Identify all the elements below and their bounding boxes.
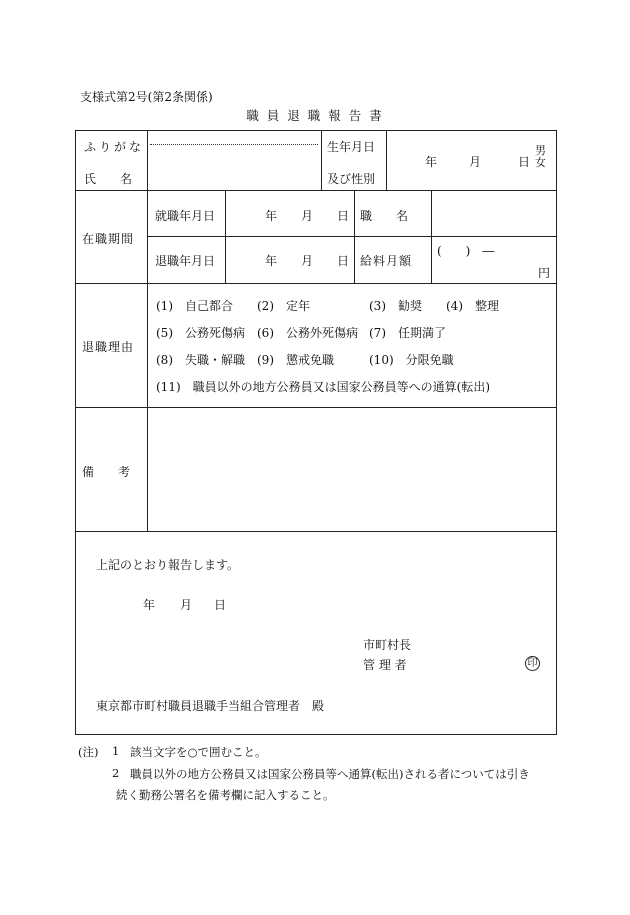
furigana-field[interactable]: [150, 134, 318, 142]
appointment-year: 年: [265, 209, 278, 223]
retirement-year: 年: [265, 254, 278, 268]
appointment-date-label: 就職年月日: [155, 209, 216, 223]
note-text: 該当文字を○で囲むこと。: [130, 745, 267, 759]
retirement-day: 日: [337, 254, 350, 268]
reason-option[interactable]: (7) 任期満了: [369, 326, 446, 340]
note-number: 1: [112, 744, 120, 758]
declaration-text: 上記のとおり報告します。: [96, 558, 240, 572]
retirement-date-label: 退職年月日: [155, 254, 216, 268]
name-field[interactable]: [150, 148, 318, 186]
salary-label: 給料月額: [360, 254, 413, 268]
reason-option[interactable]: (11) 職員以外の地方公務員又は国家公務員等への通算(転出): [156, 380, 490, 394]
reason-option[interactable]: (10) 分限免職: [369, 353, 454, 367]
reason-option[interactable]: (5) 公務死傷病: [156, 326, 245, 340]
furigana-label: ふりがな: [84, 140, 145, 154]
appointment-month: 月: [301, 209, 314, 223]
appointment-day: 日: [337, 209, 350, 223]
remarks-field[interactable]: [150, 410, 554, 528]
note-text: 職員以外の地方公務員又は国家公務員等へ通算(転出)される者については引き: [130, 767, 530, 781]
declaration-year: 年: [143, 598, 156, 612]
seal-mark: 印: [525, 656, 540, 671]
birth-date-label: 生年月日: [327, 140, 376, 154]
retirement-month: 月: [301, 254, 314, 268]
note-text-continued: 続く勤務公署名を備考欄に記入すること。: [116, 788, 335, 802]
reason-option[interactable]: (4) 整理: [446, 299, 499, 313]
reason-option[interactable]: (2) 定年: [257, 299, 310, 313]
birth-year-label: 年: [425, 155, 438, 169]
form-title: 職 員 退 職 報 告 書: [246, 108, 384, 123]
name-label: 氏 名: [84, 172, 133, 186]
mayor-label: 市町村長: [363, 638, 412, 652]
reason-label: 退職理由: [82, 340, 135, 354]
form-style-number: 支様式第2号(第2条関係): [80, 90, 213, 104]
salary-unit: 円: [538, 266, 551, 280]
position-label: 職 名: [360, 209, 409, 223]
reason-option[interactable]: (9) 懲戒免職: [257, 353, 334, 367]
manager-label: 管 理 者: [363, 658, 407, 672]
remarks-label: 備 考: [82, 465, 131, 479]
sex-label: 及び性別: [327, 172, 376, 186]
reason-option[interactable]: (1) 自己都合: [156, 299, 233, 313]
tenure-label: 在職期間: [82, 232, 135, 246]
birth-month-label: 月: [469, 155, 482, 169]
reason-option[interactable]: (3) 勧奨: [369, 299, 422, 313]
position-field[interactable]: [434, 193, 554, 233]
note-number: 2: [112, 766, 120, 780]
reason-option[interactable]: (6) 公務外死傷病: [257, 326, 358, 340]
salary-grade: ( ) ―: [437, 244, 495, 258]
sex-female-option[interactable]: 女: [535, 156, 546, 169]
birth-day-label: 日: [518, 155, 531, 169]
notes-prefix: (注): [78, 745, 99, 759]
reason-option[interactable]: (8) 失職・解職: [156, 353, 245, 367]
declaration-month: 月: [180, 598, 193, 612]
declaration-day: 日: [214, 598, 227, 612]
sex-male-option[interactable]: 男: [535, 144, 546, 157]
addressee: 東京都市町村職員退職手当組合管理者 殿: [96, 699, 325, 713]
